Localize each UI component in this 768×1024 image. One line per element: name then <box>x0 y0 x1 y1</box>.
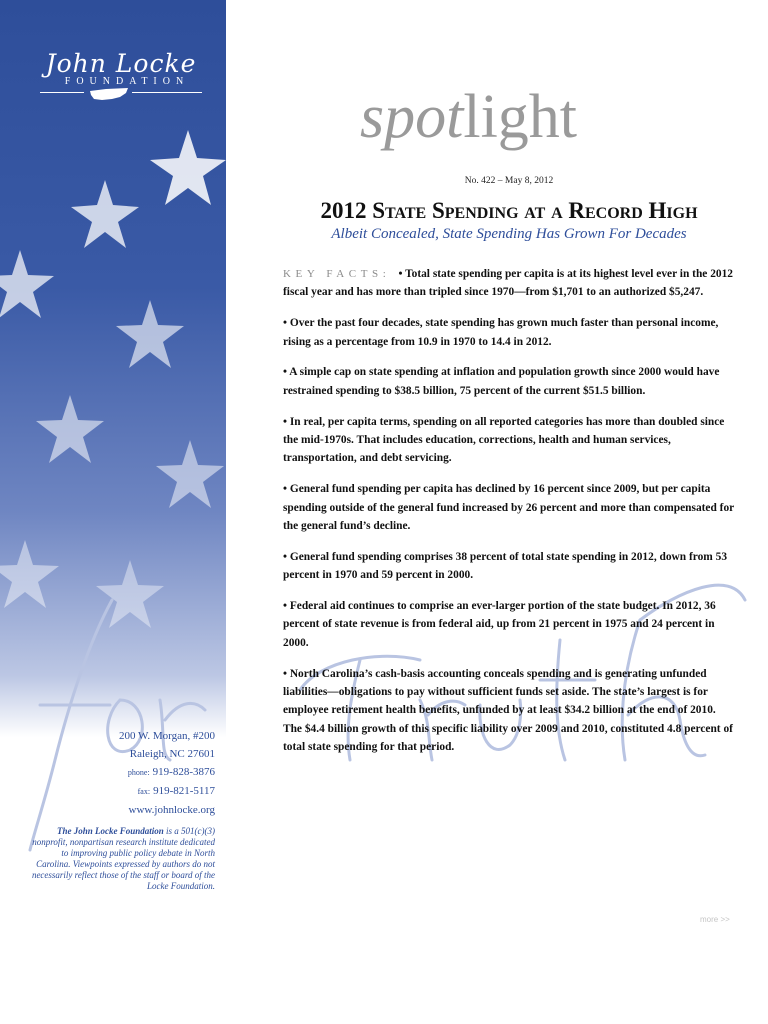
brand-part-italic: spot <box>360 83 464 151</box>
star-shape <box>156 440 224 508</box>
address-city: Raleigh, NC 27601 <box>129 748 215 760</box>
star-shape <box>150 130 226 205</box>
star-shape <box>0 250 54 318</box>
more-link[interactable]: more >> <box>700 915 730 924</box>
john-locke-logo[interactable] <box>26 50 216 87</box>
star-shape <box>116 300 184 368</box>
issue-number-date: No. 422 – May 8, 2012 <box>464 176 554 186</box>
fact-paragraph: • In real, per capita terms, spending on all reported categories has more than doubled since the mid-1970s. That includes education, corrections, health and human services, transportation, and debt servicing. <box>283 415 725 465</box>
star-shape <box>36 395 104 463</box>
logo-rule-left <box>40 92 84 93</box>
logo-subtitle: FOUNDATION <box>64 76 190 87</box>
fact-paragraph: • A simple cap on state spending at inflation and population growth since 2000 would have restrained spending to $38.5 billion, 75 percent of the current $51.5 billion. <box>283 366 720 397</box>
phone-number: 919-828-3876 <box>152 766 215 778</box>
star-shape <box>96 560 164 628</box>
phone-line <box>60 763 215 782</box>
fact-text: • Total state spending per capita is at its highest level ever in the 2012 fiscal year and has more than tripled since 1970—from $1,701 to an authorized $5,247. <box>283 268 733 299</box>
website-link[interactable]: www.johnlocke.org <box>128 804 215 816</box>
key-facts-label: KEY FACTS: <box>283 268 391 280</box>
star-shape <box>71 180 139 248</box>
fact-paragraph: • Over the past four decades, state spending has grown much faster than personal income, rising as a percentage from 10.9 in 1970 to 14.4 in 2012. <box>283 317 719 348</box>
key-facts-body <box>283 265 735 769</box>
spotlight-brand <box>360 82 577 153</box>
fax-line <box>60 782 215 801</box>
fact-paragraph: • General fund spending per capita has declined by 16 percent since 2009, but per capita spending outside of the general fund increased by 26 percent and more than compensated for the general fund’s decline. <box>283 483 735 533</box>
logo-rule-right <box>132 92 202 93</box>
contact-address <box>60 727 215 819</box>
fact-paragraph: • Federal aid continues to comprise an ever-larger portion of the state budget. In 2012, 36 percent of state revenue is from federal aid, up from 21 percent in 1975 and 24 percent in 2000. <box>283 600 716 649</box>
logo-name: John Locke <box>45 49 197 78</box>
address-street: 200 W. Morgan, #200 <box>118 730 215 742</box>
fax-label: fax: <box>137 787 151 796</box>
brand-part-regular: light <box>463 83 578 151</box>
fact-paragraph: • General fund spending comprises 38 percent of total state spending in 2012, down from 53 percent in 1970 and 59 percent in 2000. <box>283 550 728 582</box>
about-org-name: The John Locke Foundation <box>56 826 164 836</box>
flag-stars-background <box>0 0 226 720</box>
nc-state-icon <box>88 87 130 101</box>
foundation-about <box>30 826 215 892</box>
page-subtitle: Albeit Concealed, State Spending Has Grown For Decades <box>331 226 687 242</box>
fax-number: 919-821-5117 <box>153 785 215 797</box>
star-shape <box>0 540 59 608</box>
about-text: is a 501(c)(3) nonprofit, nonpartisan research institute dedicated to improving public policy debate in North Carolina. Viewpoints expressed by authors do not necessarily reflect those of the staff or board of the Locke Foundation. <box>31 826 215 891</box>
phone-label: phone: <box>127 768 150 777</box>
fact-paragraph: • North Carolina’s cash-basis accounting conceals spending and is generating unfunded liabilities—obligations to pay without sufficient funds set aside. The state’s largest is for employee retirement health benefits, unfunded by at least $34.2 billion at the end of 2010. The $4.4 billion growth of this specific liability over 2009 and 2010, constituted 4.8 percent of total state spending for that period. <box>283 667 733 754</box>
fact-paragraph <box>283 265 735 302</box>
page-title: 2012 State Spending at a Record High <box>320 198 698 223</box>
